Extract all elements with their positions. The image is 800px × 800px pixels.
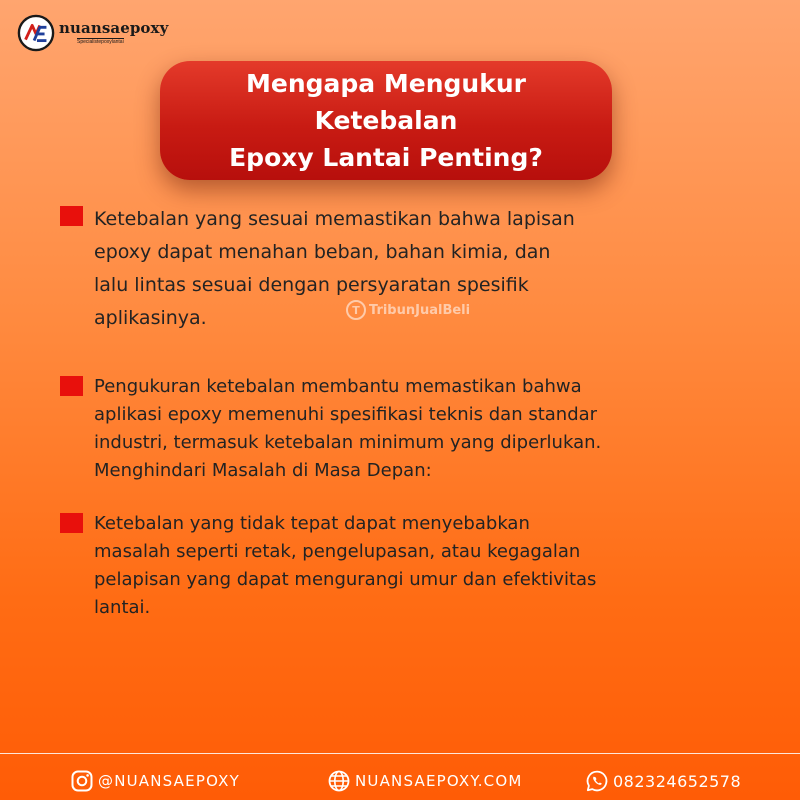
whatsapp-icon (585, 769, 609, 793)
title-banner (160, 61, 612, 180)
instagram-icon (70, 769, 94, 793)
brand-tagline: Specialistepoxylantai (77, 39, 124, 45)
page-title: Mengapa Mengukur Ketebalan Epoxy Lantai Penting? (229, 69, 543, 172)
footer-divider (0, 753, 800, 754)
footer-whatsapp[interactable] (585, 769, 741, 793)
bullet-square-icon (60, 376, 83, 396)
website-url: NUANSAEPOXY.COM (355, 772, 523, 790)
footer-instagram[interactable] (70, 769, 240, 793)
footer-website[interactable] (327, 769, 523, 793)
globe-icon (327, 769, 351, 793)
bullet-square-icon (60, 513, 83, 533)
watermark-logo-icon: T (346, 300, 366, 320)
point-text: Pengukuran ketebalan membantu memastikan bahwa aplikasi epoxy memenuhi spesifikasi teknis dan standar industri, termasuk ketebalan minimum yang diperlukan. Menghindari Masalah di Masa Depan: (94, 376, 602, 481)
instagram-handle: @NUANSAEPOXY (98, 772, 240, 790)
bullet-square-icon (60, 206, 83, 226)
list-item (60, 373, 601, 485)
nuansaepoxy-logo-icon (17, 14, 55, 52)
list-item (60, 510, 596, 622)
list-item (60, 203, 575, 335)
watermark-text: TribunJualBeli (369, 302, 471, 318)
whatsapp-number: 082324652578 (613, 771, 742, 791)
brand-logo (17, 14, 168, 52)
point-text: Ketebalan yang tidak tepat dapat menyebabkan masalah seperti retak, pengelupasan, atau kegagalan pelapisan yang dapat mengurangi umur dan efektivitas lantai. (94, 513, 597, 618)
watermark (346, 300, 470, 320)
point-text: Ketebalan yang sesuai memastikan bahwa lapisan epoxy dapat menahan beban, bahan kimia, dan lalu lintas sesuai dengan persyaratan spesifik aplikasinya. (94, 208, 575, 329)
brand-name: nuansaepoxy (59, 19, 169, 37)
